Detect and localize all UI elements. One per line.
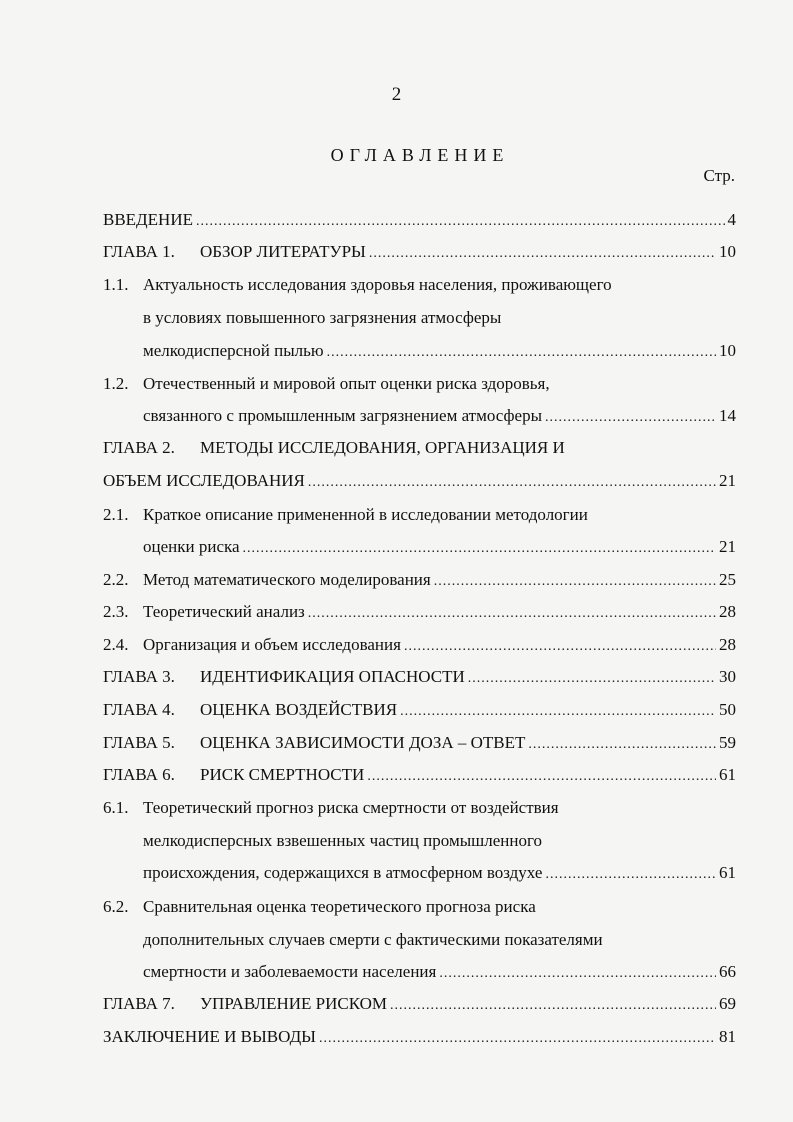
toc-entry-6-1-line2: мелкодисперсных взвешенных частиц промышленного: [143, 831, 542, 850]
page-number: 2: [391, 84, 402, 105]
toc-entry-6-2: 6.2. Сравнительная оценка теоретического прогноза риска: [103, 897, 536, 916]
page-column-label: Стр.: [703, 166, 735, 185]
toc-entry-intro: ВВЕДЕНИЕ ..... 4: [103, 208, 736, 232]
toc-entry-1-1: 1.1. Актуальность исследования здоровья населения, проживающего: [103, 275, 612, 294]
toc-entry-2-1: 2.1. Краткое описание примененной в исследовании методологии: [103, 505, 588, 524]
toc-entry-1-2-line2: связанного с промышленным загрязнением атмосферы ..... 14: [143, 404, 736, 428]
toc-entry-ch7: ГЛАВА 7. УПРАВЛЕНИЕ РИСКОМ ..... 69: [103, 992, 736, 1016]
toc-entry-1-2: 1.2. Отечественный и мировой опыт оценки риска здоровья,: [103, 374, 550, 393]
toc-entry-1-1-line2: в условиях повышенного загрязнения атмосферы: [143, 308, 502, 327]
toc-entry-6-2-line3: смертности и заболеваемости населения ..... 66: [143, 960, 736, 984]
toc-entry-ch2-line2: ОБЪЕМ ИССЛЕДОВАНИЯ ..... 21: [103, 469, 736, 493]
toc-entry-2-1-line2: оценки риска ..... 21: [143, 535, 736, 559]
toc-entry-1-1-line3: мелкодисперсной пылью ..... 10: [143, 339, 736, 363]
toc-entry-2-2: 2.2. Метод математического моделирования ..... 25: [103, 568, 736, 592]
page-title: ОГЛАВЛЕНИЕ: [330, 145, 510, 165]
toc-entry-ch2: ГЛАВА 2. МЕТОДЫ ИССЛЕДОВАНИЯ, ОРГАНИЗАЦИЯ И: [103, 438, 565, 457]
toc-entry-2-4: 2.4. Организация и объем исследования ..... 28: [103, 633, 736, 657]
toc-entry-ch1: ГЛАВА 1. ОБЗОР ЛИТЕРАТУРЫ ..... 10: [103, 240, 736, 264]
toc-entry-ch6: ГЛАВА 6. РИСК СМЕРТНОСТИ ..... 61: [103, 763, 736, 787]
toc-entry-ch4: ГЛАВА 4. ОЦЕНКА ВОЗДЕЙСТВИЯ ..... 50: [103, 698, 736, 722]
toc-entry-6-1: 6.1. Теоретический прогноз риска смертности от воздействия: [103, 798, 559, 817]
toc-entry-ch5: ГЛАВА 5. ОЦЕНКА ЗАВИСИМОСТИ ДОЗА – ОТВЕТ ..... 59: [103, 731, 736, 755]
toc-entry-6-2-line2: дополнительных случаев смерти с фактическими показателями: [143, 930, 603, 949]
toc-entry-conclusion: ЗАКЛЮЧЕНИЕ И ВЫВОДЫ ..... 81: [103, 1025, 736, 1049]
toc-entry-ch3: ГЛАВА 3. ИДЕНТИФИКАЦИЯ ОПАСНОСТИ ..... 30: [103, 665, 736, 689]
toc-entry-2-3: 2.3. Теоретический анализ ..... 28: [103, 600, 736, 624]
toc-entry-6-1-line3: происхождения, содержащихся в атмосферном воздухе ..... 61: [143, 861, 736, 885]
